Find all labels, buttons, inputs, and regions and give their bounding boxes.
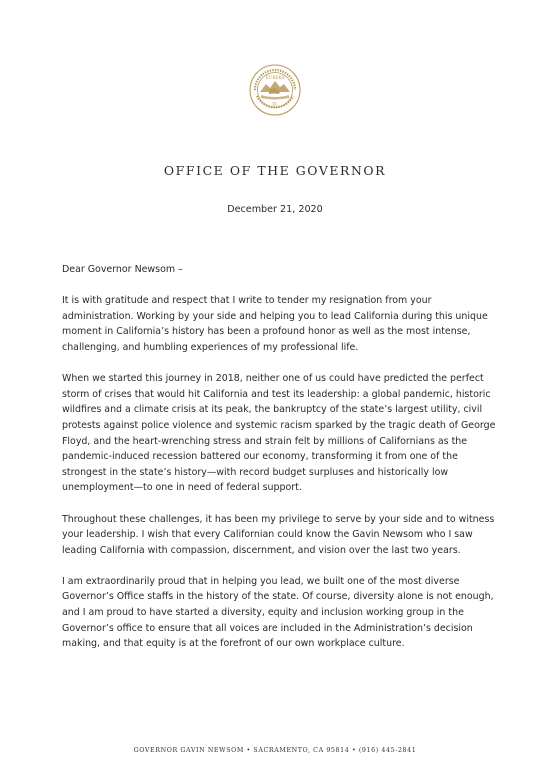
- paragraph-3: Throughout these challenges, it has been my privilege to serve by your side and to witness your leadership. I wish that every Californian could know the Gavin Newsom who I saw leading California with compassion, discernment, and vision over the last two years.: [62, 513, 495, 556]
- letter-body: [62, 262, 498, 667]
- california-seal-icon: [249, 64, 301, 116]
- seal-motto: EUREKA: [265, 75, 285, 80]
- seal-numeral: XL: [272, 101, 278, 107]
- paragraph-2: When we started this journey in 2018, neither one of us could have predicted the perfect storm of crises that would hit California and test its leadership: a global pandemic, historic wildfires and a climate crisis at its peak, the bankruptcy of the state’s largest utility, civil protests against police violence and systemic racism sparked by the tragic death of George Floyd, and the heart-wrenching stress and strain felt by millions of Californians as the pandemic-induced recession battered our economy, transforming it from one of the strongest in the state’s history—with record budget surpluses and historically low unemployment—to one in need of federal support.: [62, 373, 496, 494]
- paragraph-4: I am extraordinarily proud that in helping you lead, we built one of the most diverse Governor’s Office staffs in the history of the state. Of course, diversity alone is not enough, and I am proud to have started a diversity, equity and inclusion working group in the Governor’s office to ensure that all voices are included in the Administration’s decision making, and that equity is at the forefront of our own workplace culture.: [62, 575, 494, 650]
- paragraph-1: It is with gratitude and respect that I write to tender my resignation from your administration. Working by your side and helping you to lead California during this unique moment in California’s history has been a profound honor as well as the most intense, challenging, and humbling experiences of my professional life.: [62, 295, 488, 353]
- office-heading: OFFICE OF THE GOVERNOR: [163, 163, 387, 178]
- letterhead-footer: GOVERNOR GAVIN NEWSOM • SACRAMENTO, CA 95814 • (916) 445-2841: [133, 747, 417, 754]
- letter-date: December 21, 2020: [227, 204, 323, 215]
- salutation: Dear Governor Newsom –: [62, 264, 183, 275]
